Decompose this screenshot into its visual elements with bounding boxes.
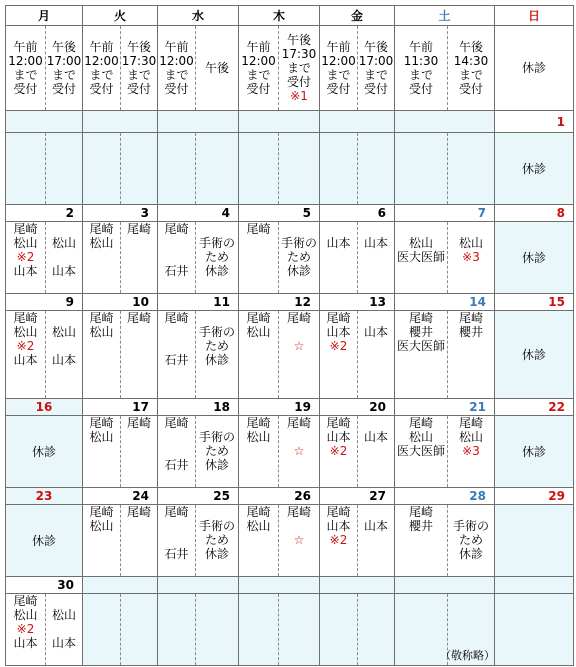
w5-thu-am: 尾崎 松山 [246, 505, 271, 533]
date-27: 27 [320, 488, 395, 505]
date-26: 26 [239, 488, 320, 505]
hours-thu-am: 午前 12:00 まで 受付 [241, 40, 276, 96]
w2-thu-pm: 手術の ため 休診 [280, 236, 317, 278]
w3-mon-pm: 松山 山本 [51, 325, 76, 367]
date-2: 2 [6, 205, 83, 222]
date-12: 12 [239, 294, 320, 311]
week4-date-row [6, 399, 574, 416]
date-28: 28 [395, 488, 495, 505]
hours-sat-pm: 午後 14:30 まで 受付 [453, 40, 489, 96]
hours-mon-pm: 午後 17:00 まで 受付 [46, 40, 82, 96]
w6-mon-am-extra: 山本 [13, 636, 38, 650]
hours-fri-am: 午前 12:00 まで 受付 [321, 40, 356, 96]
date-11: 11 [158, 294, 239, 311]
hours-tue-am: 午前 12:00 まで 受付 [84, 40, 119, 96]
w3-wed-pm: 手術の ため 休診 [198, 325, 235, 367]
w3-mon-am-extra: 山本 [13, 353, 38, 367]
date-16: 16 [6, 399, 83, 416]
footnote-honorifics-omitted: （敬称略） [440, 649, 495, 662]
day-thu: 木 [239, 6, 320, 26]
w2-fri-pm: 山本 [363, 236, 388, 250]
w2-wed-pm: 手術の ため 休診 [198, 236, 235, 278]
date-24: 24 [83, 488, 158, 505]
star-mark: ☆ [293, 444, 305, 458]
hours-tue-pm: 午後 17:30 まで 受付 [121, 40, 157, 96]
closed-16: 休診 [31, 444, 56, 459]
date-30: 30 [6, 577, 83, 594]
date-19: 19 [239, 399, 320, 416]
closed-22: 休診 [521, 444, 546, 459]
date-20: 20 [320, 399, 395, 416]
w3-tue-am: 尾崎 松山 [89, 311, 114, 339]
w3-thu-am: 尾崎 松山 [246, 311, 271, 339]
w3-fri-am: 尾崎 山本 [326, 311, 351, 339]
w2-thu-am: 尾崎 [246, 222, 271, 236]
week5-date-row [6, 488, 574, 505]
w5-tue-am: 尾崎 松山 [89, 505, 114, 533]
date-15: 15 [495, 294, 574, 311]
date-14: 14 [395, 294, 495, 311]
hours-wed-am: 午前 12:00 まで 受付 [159, 40, 194, 96]
note-mark-3b: ※3 [462, 444, 480, 458]
hours-thu-pm: 午後 17:30 まで 受付 [281, 33, 317, 89]
w2-sat-pm: 松山 [458, 236, 483, 250]
w5-tue-pm: 尾崎 [126, 505, 151, 519]
note-mark-2b: ※2 [16, 339, 35, 353]
note-mark-1: ※1 [290, 89, 308, 103]
day-sat: 土 [395, 6, 495, 26]
note-mark-2: ※2 [16, 250, 35, 264]
weekday-header-row [6, 6, 574, 26]
w4-fri-pm: 山本 [363, 430, 388, 444]
hours-wed-pm: 午後 [204, 61, 229, 75]
date-5: 5 [239, 205, 320, 222]
w4-thu-am: 尾崎 松山 [246, 416, 271, 444]
date-18: 18 [158, 399, 239, 416]
w5-fri-am: 尾崎 山本 [326, 505, 351, 533]
day-fri: 金 [320, 6, 395, 26]
day-tue: 火 [83, 6, 158, 26]
w4-fri-am: 尾崎 山本 [326, 416, 351, 444]
closed-23: 休診 [31, 533, 56, 548]
w4-sat-pm: 尾崎 松山 [458, 416, 483, 444]
hours-mon-am: 午前 12:00 まで 受付 [8, 40, 43, 96]
date-22: 22 [495, 399, 574, 416]
w4-wed-am: 尾崎 石井 [164, 416, 189, 472]
date-8: 8 [495, 205, 574, 222]
date-4: 4 [158, 205, 239, 222]
w3-fri-pm: 山本 [363, 325, 388, 339]
w3-mon-am: 尾崎 松山 [13, 311, 38, 339]
note-mark-2e: ※2 [329, 533, 348, 547]
note-mark-3: ※3 [462, 250, 480, 264]
star-mark: ☆ [293, 339, 305, 353]
w2-mon-am: 尾崎 松山 [13, 222, 38, 250]
date-29: 29 [495, 488, 574, 505]
w6-mon-pm: 松山 山本 [51, 608, 76, 650]
date-6: 6 [320, 205, 395, 222]
week2-date-row [6, 205, 574, 222]
w2-sat-am: 松山 医大医師 [396, 236, 445, 264]
w4-wed-pm: 手術の ため 休診 [198, 430, 235, 472]
week4-schedule-row [6, 416, 574, 488]
w4-tue-am: 尾崎 松山 [89, 416, 114, 444]
w3-tue-pm: 尾崎 [126, 311, 151, 325]
hours-sat-am: 午前 11:30 まで 受付 [403, 40, 439, 96]
date-23: 23 [6, 488, 83, 505]
hours-fri-pm: 午後 17:00 まで 受付 [358, 40, 394, 96]
w4-sat-am: 尾崎 松山 医大医師 [396, 416, 445, 458]
w3-sat-am: 尾崎 櫻井 医大医師 [396, 311, 445, 353]
w2-tue-am: 尾崎 松山 [89, 222, 114, 250]
w5-wed-pm: 手術の ため 休診 [198, 519, 235, 561]
closed-15: 休診 [521, 347, 546, 362]
w3-sat-pm: 尾崎 櫻井 [458, 311, 483, 339]
day-mon: 月 [6, 6, 83, 26]
date-3: 3 [83, 205, 158, 222]
hours-sun: 休診 [521, 61, 546, 75]
week2-schedule-row [6, 222, 574, 294]
w5-thu-pm: 尾崎 [286, 505, 311, 519]
star-mark: ☆ [293, 533, 305, 547]
date-7: 7 [395, 205, 495, 222]
w3-thu-pm: 尾崎 [286, 311, 311, 325]
note-mark-2f: ※2 [16, 622, 35, 636]
reception-hours-row [6, 26, 574, 111]
closed-1: 休診 [521, 161, 546, 176]
w5-fri-pm: 山本 [363, 519, 388, 533]
w2-fri-am: 山本 [326, 236, 351, 250]
w5-wed-am: 尾崎 石井 [164, 505, 189, 561]
day-wed: 水 [158, 6, 239, 26]
day-sun: 日 [495, 6, 574, 26]
w2-tue-pm: 尾崎 [126, 222, 151, 236]
date-21: 21 [395, 399, 495, 416]
w3-wed-am: 尾崎 石井 [164, 311, 189, 367]
week6-date-row [6, 577, 574, 594]
week1-schedule-row [6, 133, 574, 205]
date-25: 25 [158, 488, 239, 505]
w5-sat-pm: 手術の ため 休診 [452, 519, 489, 561]
date-1: 1 [495, 111, 574, 133]
week3-schedule-row [6, 311, 574, 399]
note-mark-2c: ※2 [329, 339, 348, 353]
w4-thu-pm: 尾崎 [286, 416, 311, 430]
date-13: 13 [320, 294, 395, 311]
date-17: 17 [83, 399, 158, 416]
calendar-table [5, 5, 574, 666]
w2-mon-pm: 松山 山本 [51, 236, 76, 278]
date-10: 10 [83, 294, 158, 311]
w6-mon-am: 尾崎 松山 [13, 594, 38, 622]
w5-sat-am: 尾崎 櫻井 [408, 505, 433, 533]
w2-wed-am: 尾崎 石井 [164, 222, 189, 278]
closed-8: 休診 [521, 250, 546, 265]
week5-schedule-row [6, 505, 574, 577]
date-9: 9 [6, 294, 83, 311]
week3-date-row [6, 294, 574, 311]
w2-mon-am-extra: 山本 [13, 264, 38, 278]
w4-tue-pm: 尾崎 [126, 416, 151, 430]
week1-date-row [6, 111, 574, 133]
note-mark-2d: ※2 [329, 444, 348, 458]
